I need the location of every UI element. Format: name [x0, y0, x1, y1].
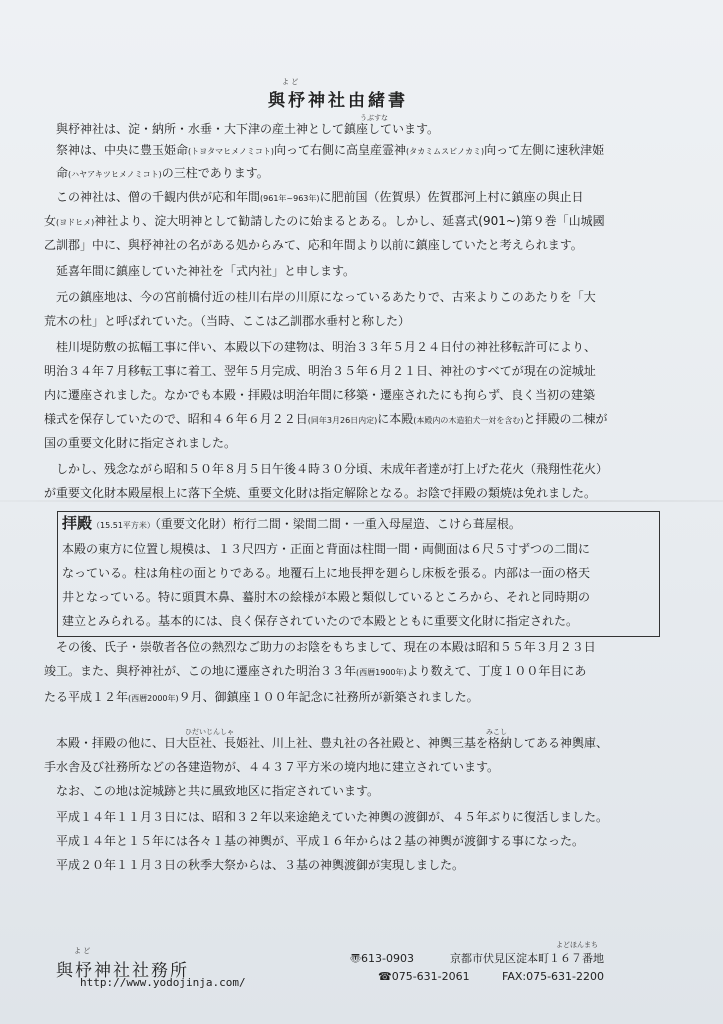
- text-run-small: (本殿内の木造狛犬一対を含む): [413, 416, 524, 425]
- text-run-small: (961年~963年): [260, 194, 320, 203]
- haiden-area: （15.51平方米）: [92, 521, 155, 530]
- text-run: 様式を保存していたので、昭和４６年６月２２日: [44, 412, 308, 426]
- street-address: 京都市伏見区淀本町１６７番地: [450, 952, 604, 965]
- para-line: 内に遷座されました。なかでも本殿・拝殿は明治年間に移築・遷座されたにも拘らず、良く当初の建築: [44, 388, 596, 402]
- text-run: ９月、御鎮座１００年記念に社務所が新築されました。: [178, 690, 479, 704]
- para-line: 乙訓郡」中に、與杼神社の名がある処からみて、応和年間より以前に鎮座していたと考えられます。: [44, 238, 583, 252]
- text-run: に本殿: [377, 412, 414, 426]
- text-run: より数えて、丁度１００年目にあ: [406, 664, 587, 678]
- haiden-heading: 拝殿: [62, 514, 93, 532]
- ruby-yodo-footer: よ ど: [74, 947, 91, 955]
- para-line: 明治３４年７月移転工事に着工、翌年５月完成、明治３５年６月２１日、神社のすべてが現在の淀城址: [44, 364, 596, 378]
- para-line: [44, 412, 608, 428]
- para-line: 平成１４年と１５年には各々１基の神輿が、平成１６年からは２基の神輿が渡御する事になった。: [56, 834, 585, 848]
- para-line: 国の重要文化財に指定されました。: [44, 436, 237, 450]
- para-line: しかし、残念ながら昭和５０年８月５日午後４時３０分頃、未成年者達が打上げた花火（飛翔性花火）: [56, 462, 609, 476]
- text-run-small: (タカミムスビノカミ): [406, 147, 485, 156]
- box-line: なっている。柱は角柱の面とりである。地覆石上に地長押を廻らし床板を張る。内部は一面の格天: [62, 566, 591, 580]
- para-line: [44, 690, 479, 706]
- text-run: 神社より、淀大明神として勧請したのに始まるとある。しかし、延喜式(901~)第９巻「山城國: [94, 214, 605, 228]
- haiden-spec: （重要文化財）桁行二間・梁間二間・一重入母屋造、こけら葺屋根。: [154, 517, 521, 531]
- website-link[interactable]: http://www.yodojinja.com/: [80, 976, 246, 989]
- haiden-heading-line: [62, 516, 521, 533]
- ruby-ubusuna: うぶすな: [360, 114, 388, 122]
- box-line: 井となっている。特に頭貫木鼻、蟇肘木の絵様が本殿と類似しているところから、それと同時期の: [62, 590, 591, 604]
- text-run: 命: [56, 166, 69, 180]
- para-line: 桂川堤防敷の拡幅工事に伴い、本殿以下の建物は、明治３３年５月２４日付の神社移転許可により、: [56, 340, 597, 354]
- text-run: の三柱であります。: [161, 166, 269, 180]
- telephone-number: ☎075-631-2061: [378, 970, 470, 983]
- para-line: [44, 664, 586, 680]
- shrine-office-name: 與杼神社社務所: [56, 961, 189, 981]
- page-title: 與杼神社由緒書: [268, 91, 408, 111]
- text-run-small: (同年3月26日内定): [307, 416, 378, 425]
- text-run: 向って左側に速秋津姫: [484, 143, 605, 157]
- para-line: [56, 166, 269, 182]
- para-line: 元の鎮座地は、今の宮前橋付近の桂川右岸の川原になっているあたりで、古来よりこのあたりを「大: [56, 290, 596, 304]
- para-line: 手水舎及び社務所などの各建造物が、４４３７平方米の境内地に建立されています。: [44, 760, 500, 774]
- ruby-yodo-title: よ ど: [282, 78, 299, 86]
- para-line: [56, 190, 584, 206]
- para-line: なお、この地は淀城跡と共に風致地区に指定されています。: [56, 784, 380, 798]
- text-run: たる平成１２年: [44, 690, 129, 704]
- text-run: この神社は、僧の千観内供が応和年間: [56, 190, 261, 204]
- para-line: その後、氏子・崇敬者各位の熱烈なご助力のお陰をもちまして、現在の本殿は昭和５５年３月２３日: [56, 640, 596, 654]
- para-line: 平成２０年１１月３日の秋季大祭からは、３基の神輿渡御が実現しました。: [56, 858, 465, 872]
- text-run-small: (ハヤアキツヒメノミコト): [68, 170, 162, 179]
- para-line: [44, 214, 605, 230]
- ruby-hidaijinsha: ひだいじんしゃ: [185, 728, 234, 736]
- text-run: 竣工。また、與杼神社が、この地に遷座された明治３３年: [44, 664, 357, 678]
- para-line: 本殿・拝殿の他に、日大臣社、長姫社、川上社、豊丸社の各社殿と、神輿三基を格納してある神輿庫、: [56, 736, 609, 750]
- para-line: 與杼神社は、淀・納所・水垂・大下津の産土神として鎮座しています。: [56, 122, 440, 136]
- para-line: 延喜年間に鎮座していた神社を「式内社」と申します。: [56, 264, 356, 278]
- para-line: 荒木の杜」と呼ばれていた。（当時、ここは乙訓郡水垂村と称した）: [44, 314, 411, 328]
- para-line: が重要文化財本殿屋根上に落下全焼、重要文化財は指定解除となる。お陰で拝殿の類焼は免れました。: [44, 486, 597, 500]
- box-line: 建立とみられる。基本的には、良く保存されていたので本殿とともに重要文化財に指定された。: [62, 614, 579, 628]
- ruby-yodohonmachi: よどほんまち: [556, 941, 598, 949]
- text-run: 向って右側に高皇産霊神: [274, 143, 407, 157]
- box-line: 本殿の東方に位置し規模は、１３尺四方・正面と背面は柱間一間・両側面は６尺５寸ずつの二間に: [62, 542, 591, 556]
- fax-number: FAX:075-631-2200: [502, 970, 605, 983]
- postal-code: 〠613-0903: [350, 952, 414, 965]
- text-run: と拝殿の二棟が: [523, 412, 608, 426]
- text-run-small: (西暦1900年): [356, 668, 407, 677]
- paper-fold-line: [0, 500, 723, 502]
- text-run: 女: [44, 214, 57, 228]
- para-line: 平成１４年１１月３日には、昭和３２年以来途絶えていた神輿の渡御が、４５年ぶりに復活しました。: [56, 810, 609, 824]
- text-run-small: (西暦2000年): [128, 694, 179, 703]
- text-run-small: (ヨドヒメ): [56, 218, 95, 227]
- ruby-mikoshi: みこし: [486, 728, 507, 736]
- text-run: に肥前国（佐賀県）佐賀郡河上村に鎮座の與止日: [319, 190, 584, 204]
- text-run: 祭神は、中央に豊玉姫命: [56, 143, 189, 157]
- para-line: [56, 143, 604, 159]
- text-run-small: (トヨタマヒメノミコト): [188, 147, 275, 156]
